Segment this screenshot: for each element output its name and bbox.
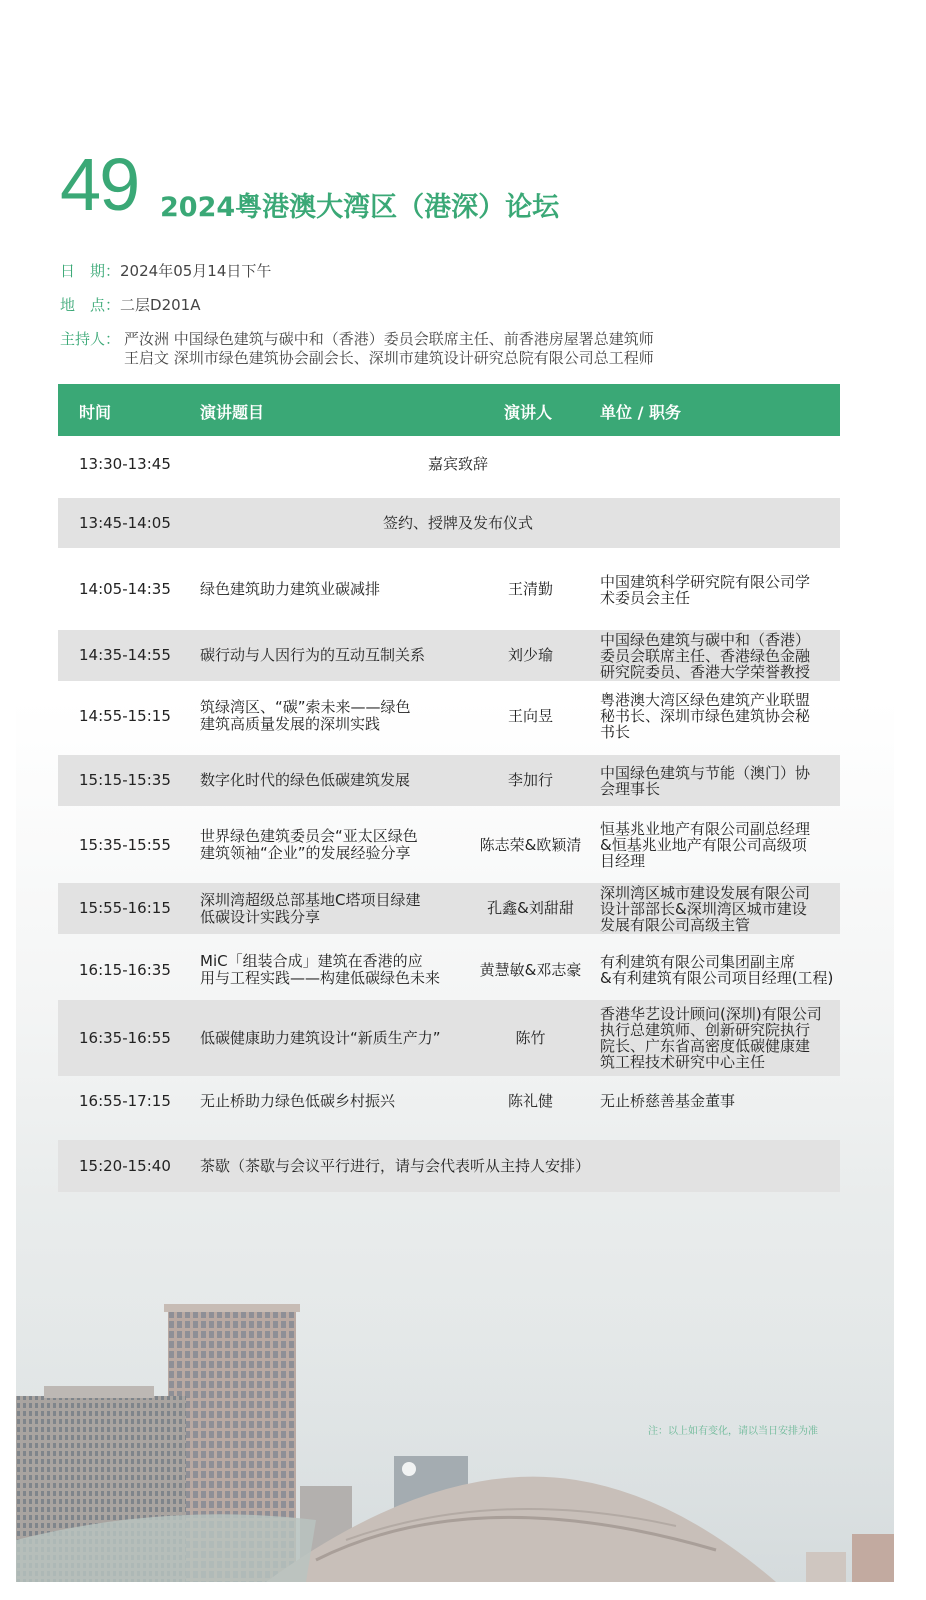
time-cell: 15:20-15:40 xyxy=(79,1156,171,1175)
table-row xyxy=(58,684,840,748)
unit-cell xyxy=(600,765,838,797)
speaker-cell: 刘少瑜 xyxy=(507,646,553,664)
speaker-cell: 孔鑫&刘甜甜 xyxy=(487,899,574,917)
time-cell: 14:05-14:35 xyxy=(79,580,171,598)
table-row xyxy=(58,1140,840,1192)
header-unit: 单位 / 职务 xyxy=(600,403,681,422)
location-label: 地 点： xyxy=(60,296,121,314)
location-value: 二层D201A xyxy=(120,296,201,314)
topic-line: 茶歇（茶歇与会议平行进行，请与会代表听从主持人安排） xyxy=(200,1156,591,1175)
topic-line: 绿色建筑助力建筑业碳减排 xyxy=(200,580,381,598)
time-cell: 13:45-14:05 xyxy=(79,513,171,532)
unit-line: 中国绿色建筑与节能（澳门）协 xyxy=(600,763,811,782)
unit-line: 委员会联席主任、香港绿色金融 xyxy=(600,646,811,665)
unit-line: 有利建筑有限公司集团副主席 xyxy=(600,953,796,971)
info-location xyxy=(60,296,200,315)
unit-cell xyxy=(600,574,838,606)
time-cell: 15:15-15:35 xyxy=(79,771,171,789)
speaker-cell: 李加行 xyxy=(507,771,553,789)
host-label: 主持人： xyxy=(60,330,121,348)
unit-line: 发展有限公司高级主管 xyxy=(600,915,751,934)
table-row xyxy=(58,438,840,490)
time-cell: 16:55-17:15 xyxy=(79,1091,171,1110)
speaker-cell: 陈礼健 xyxy=(507,1091,553,1110)
topic-cell xyxy=(200,828,465,862)
table-row xyxy=(58,558,840,621)
speaker-cell: 陈竹 xyxy=(515,1028,546,1047)
unit-line: 研究院委员、香港大学荣誉教授 xyxy=(600,662,811,681)
city-skyline-image xyxy=(16,1290,894,1582)
schedule-table xyxy=(58,384,840,1175)
topic-cell xyxy=(200,1093,465,1110)
unit-line: 术委员会主任 xyxy=(600,588,691,607)
table-row xyxy=(58,630,840,681)
unit-line: 执行总建筑师、创新研究院执行 xyxy=(600,1021,811,1039)
unit-line: 秘书长、深圳市绿色建筑协会秘 xyxy=(600,707,811,725)
unit-cell xyxy=(600,885,838,933)
unit-line: 无止桥慈善基金董事 xyxy=(600,1092,736,1110)
topic-cell: 嘉宾致辞 xyxy=(427,454,488,473)
topic-line: 建筑高质量发展的深圳实践 xyxy=(200,715,381,733)
time-cell: 16:35-16:55 xyxy=(79,1028,171,1047)
time-cell: 15:35-15:55 xyxy=(79,835,171,854)
topic-line: MiC「组装合成」建筑在香港的应 xyxy=(200,952,423,970)
unit-line: 香港华艺设计顾问(深圳)有限公司 xyxy=(600,1005,822,1023)
unit-line: 粤港澳大湾区绿色建筑产业联盟 xyxy=(600,691,811,709)
topic-cell xyxy=(200,953,465,987)
topic-cell xyxy=(200,1030,465,1047)
info-hosts xyxy=(60,330,654,367)
topic-cell: 签约、授牌及发布仪式 xyxy=(382,513,533,532)
topic-cell xyxy=(200,1158,800,1175)
unit-line: 中国绿色建筑与碳中和（香港） xyxy=(600,630,811,649)
forum-title: 2024粤港澳大湾区（港深）论坛 xyxy=(160,192,560,223)
table-row xyxy=(58,498,840,548)
forum-number: 49 xyxy=(60,143,139,226)
header-topic: 演讲题目 xyxy=(200,403,265,422)
unit-cell xyxy=(600,632,838,680)
table-row xyxy=(58,940,840,1000)
header-speaker: 演讲人 xyxy=(504,403,553,422)
topic-line: 用与工程实践——构建低碳绿色未来 xyxy=(200,969,441,987)
topic-line: 碳行动与人因行为的互动互制关系 xyxy=(200,646,426,664)
time-cell: 13:30-13:45 xyxy=(79,454,171,473)
topic-cell xyxy=(200,647,465,664)
table-header xyxy=(58,384,840,436)
unit-line: 书长 xyxy=(600,723,631,741)
table-row xyxy=(58,1076,840,1126)
page xyxy=(16,0,894,1582)
table-row xyxy=(58,755,840,806)
table-row xyxy=(58,812,840,878)
date-value: 2024年05月14日下午 xyxy=(120,262,272,280)
topic-cell xyxy=(200,581,465,598)
topic-line: 低碳设计实践分享 xyxy=(200,907,321,926)
topic-line: 低碳健康助力建筑设计“新质生产力” xyxy=(200,1028,441,1047)
topic-line: 建筑领袖“企业”的发展经验分享 xyxy=(200,844,411,862)
host-1: 严汝洲 中国绿色建筑与碳中和（香港）委员会联席主任、前香港房屋署总建筑师 xyxy=(124,330,654,348)
host-2: 王启文 深圳市绿色建筑协会副会长、深圳市建筑设计研究总院有限公司总工程师 xyxy=(124,349,654,367)
time-cell: 14:35-14:55 xyxy=(79,646,171,664)
unit-line: &恒基兆业地产有限公司高级项 xyxy=(600,836,807,854)
topic-line: 深圳湾超级总部基地C塔项目绿建 xyxy=(200,890,421,909)
unit-line: 目经理 xyxy=(600,852,646,870)
unit-line: 恒基兆业地产有限公司副总经理 xyxy=(600,820,811,838)
topic-line: 无止桥助力绿色低碳乡村振兴 xyxy=(200,1091,396,1110)
topic-line: 筑绿湾区、“碳”索未来——绿色 xyxy=(200,698,411,716)
topic-cell xyxy=(200,699,465,733)
date-label: 日 期： xyxy=(60,262,121,280)
info-date xyxy=(60,262,271,281)
unit-line: 筑工程技术研究中心主任 xyxy=(600,1053,766,1071)
speaker-cell: 王清勤 xyxy=(507,580,553,598)
table-row xyxy=(58,883,840,934)
header-time: 时间 xyxy=(79,403,112,422)
unit-line: 中国建筑科学研究院有限公司学 xyxy=(600,572,811,591)
unit-line: 设计部部长&深圳湾区城市建设 xyxy=(600,899,807,918)
unit-line: &有利建筑有限公司项目经理(工程) xyxy=(600,969,834,987)
unit-cell xyxy=(600,1093,838,1109)
unit-cell xyxy=(600,954,838,986)
time-cell: 15:55-16:15 xyxy=(79,899,171,917)
time-cell: 16:15-16:35 xyxy=(79,960,171,979)
topic-line: 世界绿色建筑委员会“亚太区绿色 xyxy=(200,827,418,845)
unit-line: 院长、广东省高密度低碳健康建 xyxy=(600,1037,811,1055)
speaker-cell: 黄慧敏&邓志豪 xyxy=(479,960,582,979)
table-row xyxy=(58,1000,840,1076)
unit-cell xyxy=(600,1006,838,1070)
unit-cell xyxy=(600,821,838,869)
topic-cell xyxy=(200,772,465,789)
topic-cell xyxy=(200,892,465,926)
topic-line: 数字化时代的绿色低碳建筑发展 xyxy=(200,771,411,789)
unit-line: 会理事长 xyxy=(600,779,661,798)
speaker-cell: 陈志荣&欧颖清 xyxy=(479,835,582,854)
unit-line: 深圳湾区城市建设发展有限公司 xyxy=(600,883,811,902)
speaker-cell: 王向昱 xyxy=(507,706,553,725)
time-cell: 14:55-15:15 xyxy=(79,706,171,725)
unit-cell xyxy=(600,692,838,740)
